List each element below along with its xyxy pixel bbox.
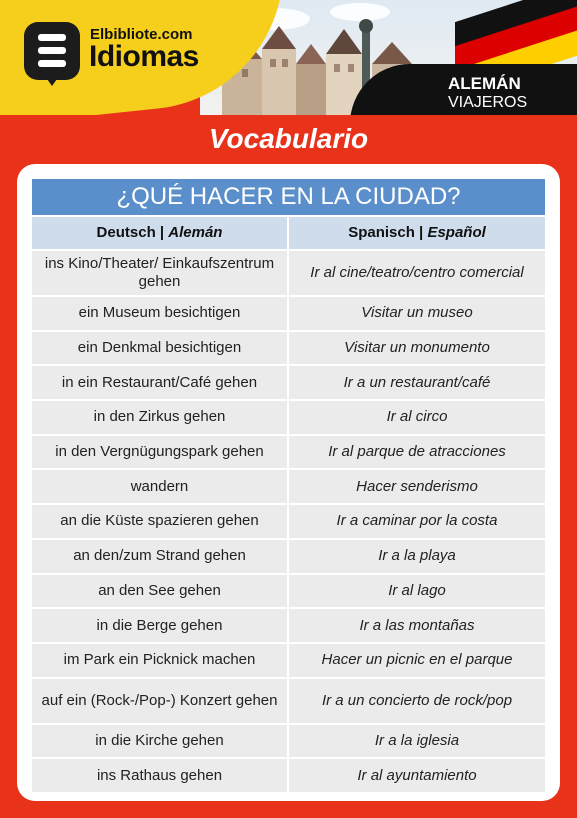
german-term: in ein Restaurant/Café gehen: [32, 366, 287, 399]
spanish-term: Ir a un restaurant/café: [289, 366, 545, 399]
spanish-term: Ir a caminar por la costa: [289, 505, 545, 538]
table-row: [32, 575, 545, 608]
column-header-spanish: Spanisch | Español: [289, 217, 545, 249]
table-row: [32, 759, 545, 792]
german-term: ein Denkmal besichtigen: [32, 332, 287, 365]
german-term: wandern: [32, 470, 287, 503]
spanish-term: Ir al circo: [289, 401, 545, 434]
german-term: ein Museum besichtigen: [32, 297, 287, 330]
table-row: [32, 401, 545, 434]
table-row: [32, 470, 545, 503]
german-term: im Park ein Picknick machen: [32, 644, 287, 677]
german-term: ins Kino/Theater/ Einkaufszentrum gehen: [32, 251, 287, 295]
german-term: in die Berge gehen: [32, 609, 287, 642]
table-body: [32, 251, 545, 792]
table-header-row: [32, 217, 545, 249]
german-term: auf ein (Rock-/Pop-) Konzert gehen: [32, 679, 287, 723]
spanish-term: Ir al lago: [289, 575, 545, 608]
table-row: [32, 436, 545, 469]
spanish-term: Ir a un concierto de rock/pop: [289, 679, 545, 723]
german-term: an die Küste spazieren gehen: [32, 505, 287, 538]
column-header-german: Deutsch | Alemán: [32, 217, 287, 249]
brand-name: Idiomas: [89, 40, 199, 73]
spanish-term: Ir a la playa: [289, 540, 545, 573]
badge-language: ALEMÁN: [448, 74, 521, 93]
table-row: [32, 725, 545, 758]
german-term: in die Kirche gehen: [32, 725, 287, 758]
table-row: [32, 540, 545, 573]
spanish-term: Ir a la iglesia: [289, 725, 545, 758]
spanish-term: Hacer un picnic en el parque: [289, 644, 545, 677]
german-term: an den/zum Strand gehen: [32, 540, 287, 573]
badge-audience: VIAJEROS: [448, 94, 528, 111]
table-row: [32, 644, 545, 677]
logo-icon: [24, 22, 80, 80]
table-row: [32, 679, 545, 723]
spanish-term: Visitar un museo: [289, 297, 545, 330]
spanish-term: Visitar un monumento: [289, 332, 545, 365]
table-row: [32, 366, 545, 399]
table-title: ¿QUÉ HACER EN LA CIUDAD?: [32, 179, 545, 215]
page-title: Vocabulario: [208, 123, 369, 154]
table-row: [32, 332, 545, 365]
german-term: in den Zirkus gehen: [32, 401, 287, 434]
table-row: [32, 505, 545, 538]
spanish-term: Ir a las montañas: [289, 609, 545, 642]
spanish-term: Ir al ayuntamiento: [289, 759, 545, 792]
vocabulary-card: [17, 164, 560, 801]
vocabulary-table: [32, 179, 545, 794]
german-term: in den Vergnügungspark gehen: [32, 436, 287, 469]
german-term: an den See gehen: [32, 575, 287, 608]
header: [0, 0, 577, 115]
table-row: [32, 609, 545, 642]
spanish-term: Hacer senderismo: [289, 470, 545, 503]
table-row: [32, 297, 545, 330]
spanish-term: Ir al cine/teatro/centro comercial: [289, 251, 545, 295]
german-term: ins Rathaus gehen: [32, 759, 287, 792]
spanish-term: Ir al parque de atracciones: [289, 436, 545, 469]
brand-site: Elbibliote.com: [90, 26, 193, 43]
table-row: [32, 251, 545, 295]
